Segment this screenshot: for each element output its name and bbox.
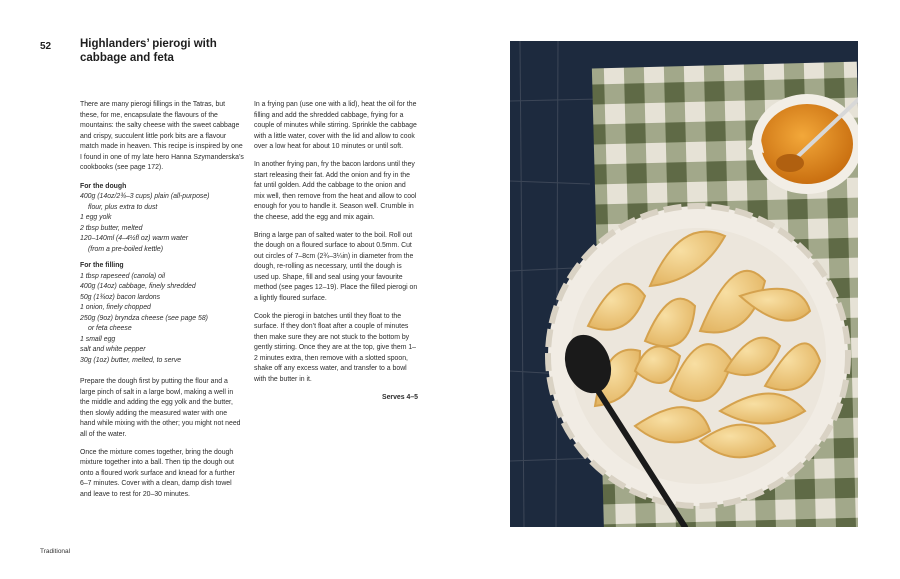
ingredient-item: 1 onion, finely chopped (80, 304, 151, 311)
dough-ingredient-list (80, 192, 244, 255)
ingredient-item: 250g (9oz) bryndza cheese (see page 58) (80, 314, 208, 322)
ingredient-item: 2 tbsp butter, melted (80, 224, 143, 232)
food-photo (510, 41, 858, 527)
ingredient-item: 1 small egg (80, 335, 116, 343)
footer-section-label: Traditional (40, 548, 71, 555)
method-paragraph: In a frying pan (use one with a lid), heat the oil for the filling and add the shredded cabbage, frying for a couple of minutes while stirring. Sprinkle the cabbage with a little water, cover with the lid and allow to cook over a low heat for about 10 minutes or until soft. (254, 101, 417, 150)
method-paragraph: Bring a large pan of salted water to the boil. Roll out the dough on a floured surface to about 0.5mm. Cut out circles of 7–8cm (2¾–3¼in) in diameter from the dough, re-rolling as necessary, until the dough is used up. Shape, fill and seal using your favourite method (see pages 12–19). Place the filled pierogi on a lightly floured surface. (254, 231, 418, 302)
ingredient-item: 1 egg yolk (80, 214, 112, 221)
ingredient-item: 1 tbsp rapeseed (canola) oil (80, 272, 166, 280)
method-paragraph: Cook the pierogi in batches until they float to the surface. If they don’t float after a couple of minutes then make sure they are not stuck to the bottom by gently stirring. Once they are at the top, give them 1–2 minutes extra, then remove with a slotted spoon, shake off any excess water, and transfer to a bowl with the butter in it. (254, 312, 417, 383)
intro-paragraph: There are many pierogi fillings in the Tatras, but these, for me, encapsulate the flavours of the mountains: the salty cheese with the sweet cabbage and crispy, succulent little pork bits are a flavour match made in heaven. This recipe is inspired by one I found in one of my late hero Hanna Szymanderska’s cookbooks (see page 172). (80, 101, 244, 171)
recipe-title-line1: Highlanders’ pierogi with (80, 38, 217, 50)
ingredient-item: 50g (1¾oz) bacon lardons (80, 293, 161, 301)
ingredient-item: 30g (1oz) butter, melted, to serve (80, 356, 182, 364)
ingredient-item: 120–140ml (4–4½fl oz) warm water (80, 235, 189, 242)
text-column-left (80, 100, 244, 508)
text-column-right (254, 100, 418, 404)
filling-ingredient-list (80, 272, 244, 367)
ingredient-item: or feta cheese (88, 325, 132, 332)
method-paragraph: In another frying pan, fry the bacon lardons until they start releasing their fat. Add the onion and fry in the fat until golden. Add the cabbage to the onion and mix well, then remove from the heat and allow to cool enough for you to handle it. Season well. Crumble in the cheese, add the egg and mix again. (254, 161, 417, 221)
ingredient-item: 400g (14oz) cabbage, finely shredded (80, 283, 196, 290)
method-paragraph: Prepare the dough first by putting the flour and a large pinch of salt in a large bowl, making a well in the middle and adding the egg yolk and the butter, then slowly adding the measured water with one hand while mixing with the other; you might not need all of the water. (80, 378, 241, 438)
recipe-title-line2: cabbage and feta (80, 51, 174, 64)
ingredient-item: salt and white pepper (80, 346, 146, 353)
dough-heading: For the dough (80, 182, 127, 190)
filling-heading: For the filling (80, 262, 124, 269)
page-number: 52 (40, 41, 52, 52)
method-paragraph: Once the mixture comes together, bring the dough mixture together into a ball. Then tip the dough out onto a floured work surface and knead for a further 6–7 minutes. Cover with a clean, damp dish towel and leave to rest for 20–30 minutes. (80, 448, 235, 498)
recipe-title (80, 38, 280, 65)
ingredient-item: 400g (14oz/2¾–3 cups) plain (all-purpose) (80, 193, 210, 200)
serves-label: Serves 4–5 (381, 394, 418, 401)
ingredient-item: (from a pre-boiled kettle) (88, 245, 164, 253)
ingredient-item: flour, plus extra to dust (88, 203, 158, 211)
